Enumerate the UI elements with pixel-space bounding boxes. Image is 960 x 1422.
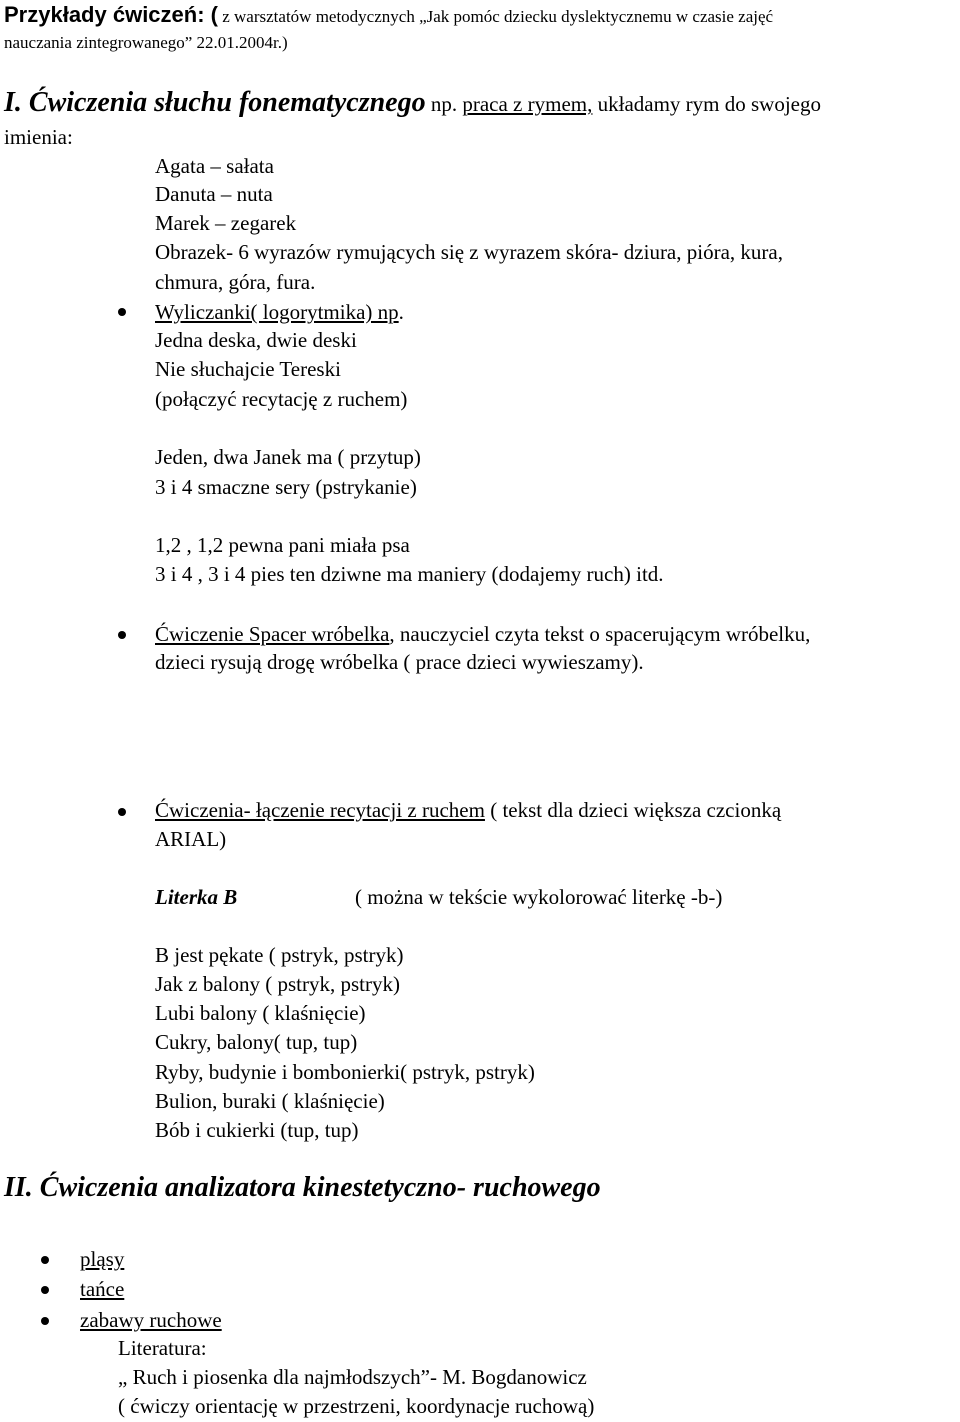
obrazek-line-1: Obrazek- 6 wyrazów rymujących się z wyrazem skóra- dziura, pióra, kura,	[155, 240, 783, 264]
bullet2-line-2: dzieci rysują drogę wróbelka ( prace dzieci wywieszamy).	[155, 650, 644, 674]
section1-heading-line	[4, 88, 821, 119]
title-rest: z warsztatów metodycznych „Jak pomóc dziecku dyslektycznemu w czasie zajęć	[217, 7, 774, 26]
literatura-line: „ Ruch i piosenka dla najmłodszych”- M. Bogdanowicz	[118, 1365, 587, 1389]
title-bold: Przykłady ćwiczeń: (	[4, 2, 218, 27]
verse-line: 3 i 4 smaczne sery (pstrykanie)	[155, 475, 417, 499]
bullet1-dot: .	[398, 300, 404, 324]
rhyme-3: Marek – zegarek	[155, 211, 297, 235]
bullet-dot	[118, 308, 126, 316]
bullet3-line-2: ARIAL)	[155, 827, 227, 851]
poem-line: Jak z balony ( pstryk, pstryk)	[155, 972, 400, 996]
np-text: np.	[425, 92, 463, 116]
poem-line: Lubi balony ( klaśnięcie)	[155, 1001, 366, 1025]
bullet2-rest: , nauczyciel czyta tekst o spacerującym wróbelku,	[389, 622, 811, 646]
intro-line-2: imienia:	[4, 125, 73, 149]
title-line-2: nauczania zintegrowanego” 22.01.2004r.)	[4, 33, 288, 52]
section2-item: zabawy ruchowe	[80, 1308, 222, 1332]
verse-line: 3 i 4 , 3 i 4 pies ten dziwne ma maniery (dodajemy ruch) itd.	[155, 562, 664, 586]
poem-line: Cukry, balony( tup, tup)	[155, 1030, 358, 1054]
section2-heading: II. Ćwiczenia analizatora kinestetyczno- ruchowego	[4, 1172, 601, 1203]
bullet3-line-1	[155, 796, 781, 825]
literka-note: ( można w tekście wykolorować literkę -b-)	[355, 885, 723, 909]
literatura-label: Literatura:	[118, 1336, 207, 1360]
literatura-line: ( ćwiczy orientację w przestrzeni, koordynacje ruchową)	[118, 1394, 595, 1418]
bullet1-heading	[155, 298, 404, 327]
intro-underlined: praca z rymem,	[462, 92, 593, 116]
verse-line: Jedna deska, dwie deski	[155, 328, 357, 352]
bullet-dot	[118, 631, 126, 639]
section2-item: pląsy	[80, 1247, 125, 1271]
bullet3-underlined: Ćwiczenia- łączenie recytacji z ruchem	[155, 798, 485, 822]
bullet-dot	[118, 808, 126, 816]
bullet-dot	[41, 1317, 49, 1325]
rhyme-2: Danuta – nuta	[155, 182, 273, 206]
bullet-dot	[41, 1286, 49, 1294]
obrazek-line-2: chmura, góra, fura.	[155, 270, 316, 294]
verse-line: Jeden, dwa Janek ma ( przytup)	[155, 445, 421, 469]
verse-line: Nie słuchajcie Tereski	[155, 357, 341, 381]
section1-heading: I. Ćwiczenia słuchu fonematycznego	[4, 87, 426, 118]
verse-line: (połączyć recytację z ruchem)	[155, 387, 408, 411]
bullet1-underlined: Wyliczanki( logorytmika) np	[155, 300, 399, 324]
bullet3-rest: ( tekst dla dzieci większa czcionką	[484, 798, 782, 822]
bullet-dot	[41, 1256, 49, 1264]
poem-line: Bulion, buraki ( klaśnięcie)	[155, 1089, 385, 1113]
poem-line: B jest pękate ( pstryk, pstryk)	[155, 943, 404, 967]
poem-line: Ryby, budynie i bombonierki( pstryk, pstryk)	[155, 1060, 535, 1084]
document-title	[4, 0, 773, 31]
poem-line: Bób i cukierki (tup, tup)	[155, 1118, 359, 1142]
bullet2-line-1	[155, 620, 810, 649]
rhyme-1: Agata – sałata	[155, 154, 274, 178]
section2-item: tańce	[80, 1277, 125, 1301]
verse-line: 1,2 , 1,2 pewna pani miała psa	[155, 533, 410, 557]
literka-title: Literka B	[155, 885, 238, 909]
bullet2-underlined: Ćwiczenie Spacer wróbelka	[155, 622, 390, 646]
intro-rest: układamy rym do swojego	[592, 92, 821, 116]
